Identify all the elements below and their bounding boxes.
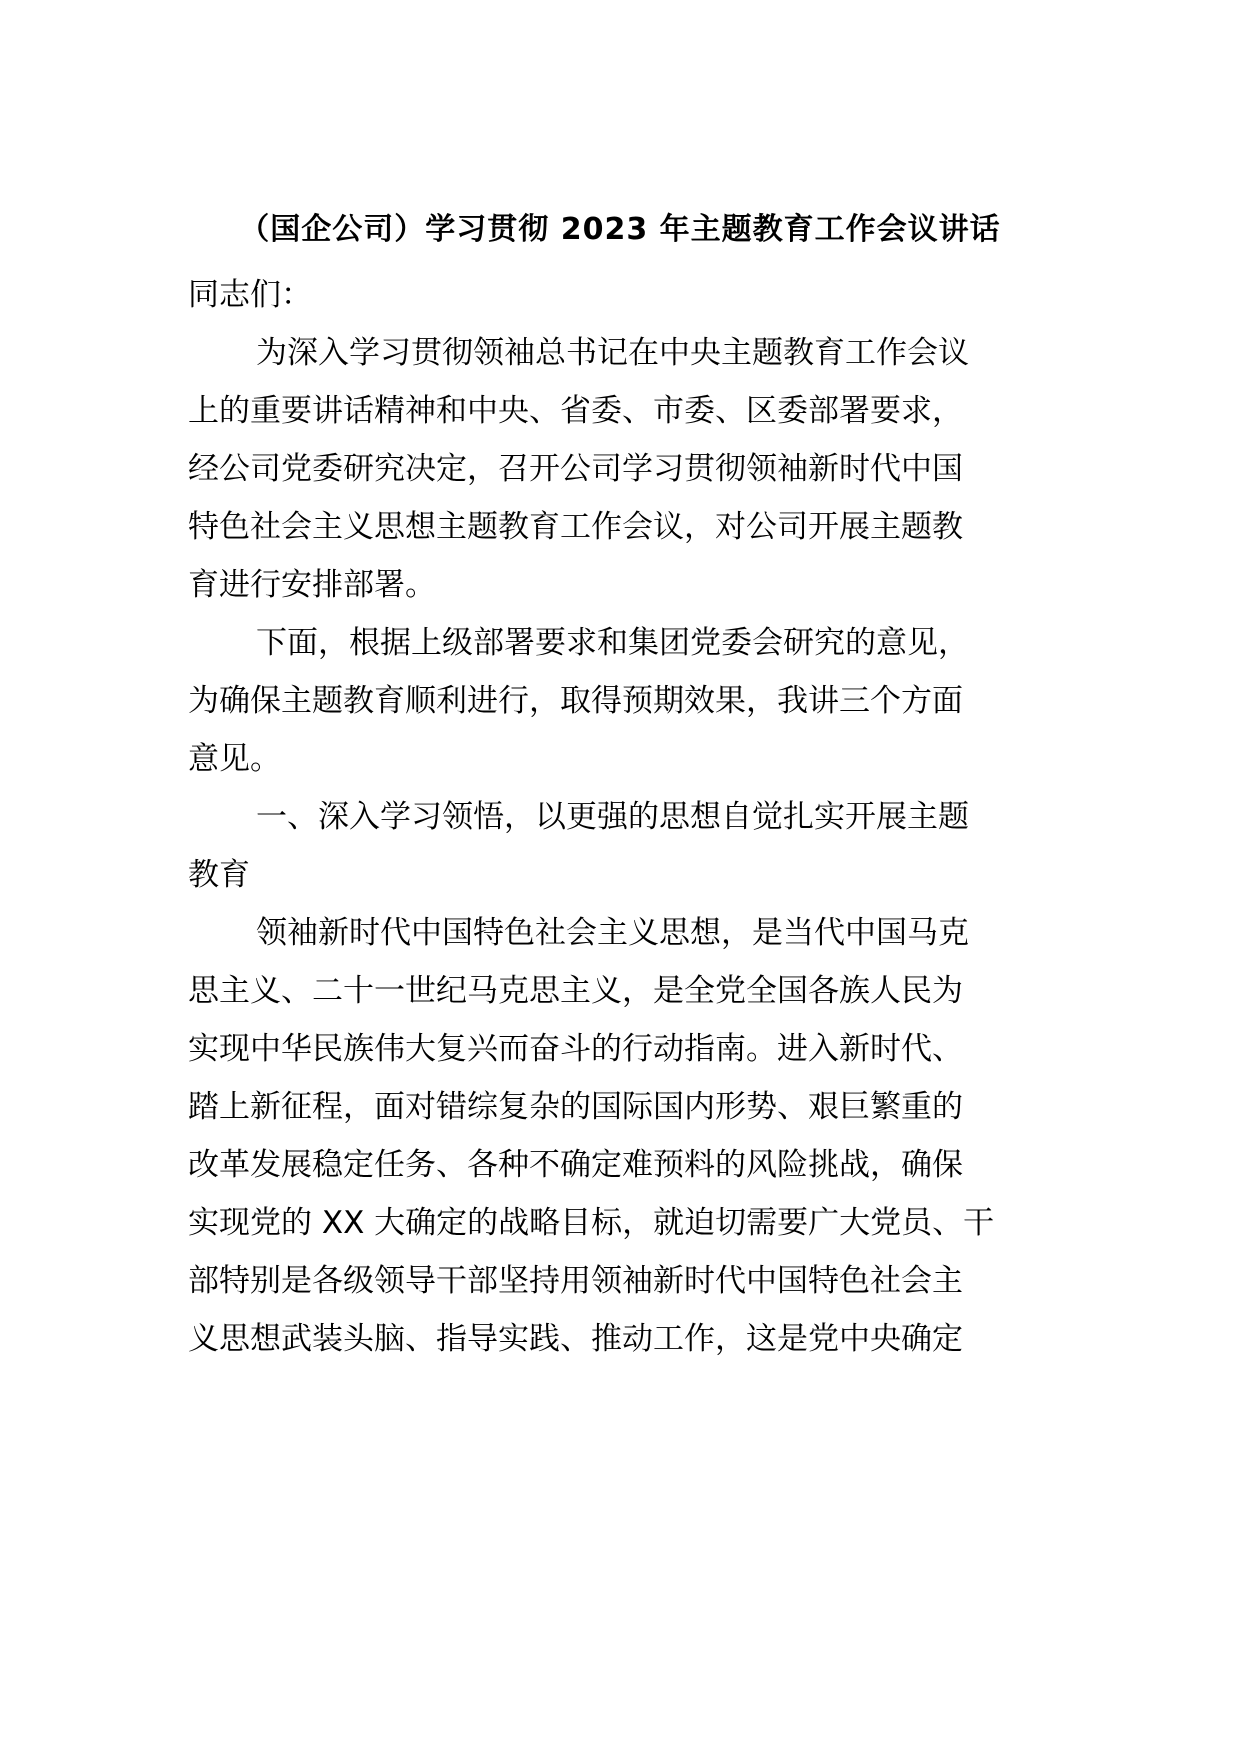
section-heading: 教育	[188, 857, 250, 893]
section-heading: 一、深入学习领悟，以更强的思想自觉扎实开展主题	[256, 799, 969, 835]
paragraph-line: 上的重要讲话精神和中央、省委、市委、区委部署要求，	[188, 393, 963, 429]
paragraph-line: 部特别是各级领导干部坚持用领袖新时代中国特色社会主	[188, 1263, 963, 1299]
paragraph-line: 为确保主题教育顺利进行，取得预期效果，我讲三个方面	[188, 683, 963, 719]
paragraph-line: 改革发展稳定任务、各种不确定难预料的风险挑战，确保	[188, 1147, 963, 1183]
paragraph-line: 踏上新征程，面对错综复杂的国际国内形势、艰巨繁重的	[188, 1089, 963, 1125]
paragraph-line: 经公司党委研究决定，召开公司学习贯彻领袖新时代中国	[188, 451, 963, 487]
paragraph-line: 下面，根据上级部署要求和集团党委会研究的意见，	[256, 625, 969, 661]
document-title: （国企公司）学习贯彻 2023 年主题教育工作会议讲话	[239, 212, 1001, 247]
paragraph-line: 实现党的 XX 大确定的战略目标，就迫切需要广大党员、干	[188, 1205, 995, 1241]
paragraph-line: 思主义、二十一世纪马克思主义，是全党全国各族人民为	[188, 973, 963, 1009]
paragraph-line: 实现中华民族伟大复兴而奋斗的行动指南。进入新时代、	[188, 1031, 963, 1067]
paragraph-line: 意见。	[188, 741, 281, 777]
paragraph-line: 特色社会主义思想主题教育工作会议，对公司开展主题教	[188, 509, 963, 545]
paragraph-line: 义思想武装头脑、指导实践、推动工作，这是党中央确定	[188, 1321, 963, 1357]
salutation: 同志们：	[188, 277, 312, 313]
paragraph-line: 领袖新时代中国特色社会主义思想，是当代中国马克	[256, 915, 969, 951]
paragraph-line: 育进行安排部署。	[188, 567, 436, 603]
paragraph-line: 为深入学习贯彻领袖总书记在中央主题教育工作会议	[256, 335, 969, 371]
